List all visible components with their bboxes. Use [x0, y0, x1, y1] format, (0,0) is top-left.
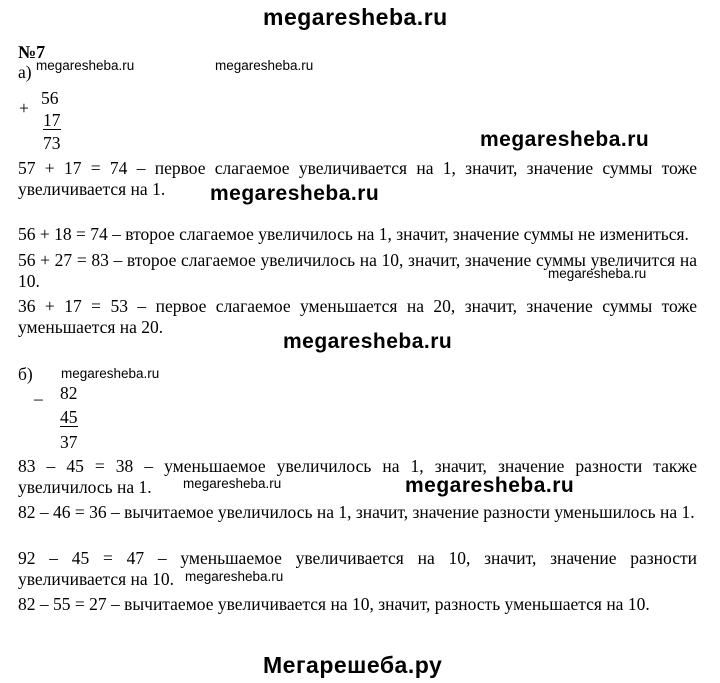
- watermark-small: megaresheba.ru: [185, 569, 284, 584]
- part-a-line-1: 57 + 17 = 74 – первое слагаемое увеличивается на 1, значит, значение суммы тоже увеличивается на 1.: [18, 158, 697, 199]
- watermark-big: megaresheba.ru: [405, 474, 575, 497]
- column-result: 73: [43, 133, 61, 153]
- column-op-minus: _: [34, 382, 43, 402]
- part-a-line-4: 36 + 17 = 53 – первое слагаемое уменьшается на 20, значит, значение суммы тоже уменьшается на 20.: [18, 296, 697, 337]
- part-a-line-2: 56 + 18 = 74 – второе слагаемое увеличилось на 1, значит, значение суммы не измениться.: [18, 224, 689, 244]
- watermark-small: megaresheba.ru: [215, 58, 314, 73]
- watermark-small: megaresheba.ru: [61, 366, 160, 381]
- part-b-line-1: 83 – 45 = 38 – уменьшаемое увеличилось на 1, значит, значение разности также увеличилось на 1.: [18, 456, 697, 497]
- part-b-label: б): [18, 364, 33, 384]
- part-b-line-3: 92 – 45 = 47 – уменьшаемое увеличивается на 10, значит, значение разности увеличивается на 10.: [18, 548, 697, 589]
- watermark-small: megaresheba.ru: [36, 58, 135, 73]
- column-op-plus: +: [19, 98, 29, 118]
- watermark-big: megaresheba.ru: [480, 128, 650, 151]
- watermark-small: megaresheba.ru: [183, 476, 282, 491]
- column-top-number: 56: [41, 88, 59, 108]
- part-a-label: а): [18, 62, 32, 82]
- part-a-line-3: 56 + 27 = 83 – второе слагаемое увеличилось на 10, значит, значение суммы увеличится на 10.: [18, 250, 697, 291]
- watermark-small: megaresheba.ru: [548, 266, 647, 281]
- column-bottom-number: 45: [60, 407, 78, 427]
- column-bottom-number: 17: [43, 110, 61, 130]
- part-b-line-2: 82 – 46 = 36 – вычитаемое увеличилось на 1, значит, значение разности уменьшилось на 1.: [18, 502, 695, 522]
- part-b-line-4: 82 – 55 = 27 – вычитаемое увеличивается на 10, значит, разность уменьшается на 10.: [18, 594, 650, 614]
- column-result: 37: [60, 432, 78, 452]
- watermark-big: megaresheba.ru: [283, 330, 453, 353]
- problem-number: №7: [18, 42, 46, 62]
- header-watermark: megaresheba.ru: [263, 4, 448, 30]
- watermark-big: megaresheba.ru: [210, 182, 380, 205]
- footer-watermark: Мегарешеба.ру: [263, 652, 443, 678]
- column-top-number: 82: [60, 383, 78, 403]
